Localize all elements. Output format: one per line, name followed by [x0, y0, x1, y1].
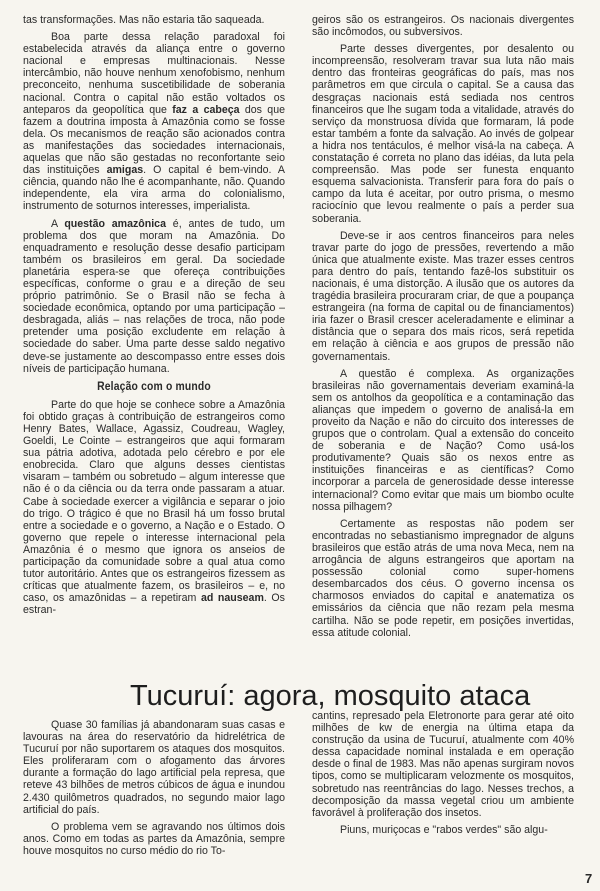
- top-article-right-column: [312, 14, 574, 644]
- paragraph: Quase 30 famílias já abandonaram suas casas e lavouras na área do reservatório da hidrelétrica de Tucuruí por não suportarem os ataques dos mosquitos. Eles proliferaram com o afogamento das árvores durante a formação do lago artificial pela represa, que reteve 43 bilhões de metros cúbicos de água e inundou 2.430 quilômetros quadrados, no segundo maior lago artificial do país.: [23, 719, 285, 816]
- paragraph: geiros são os estrangeiros. Os nacionais divergentes são incômodos, ou subversivos.: [312, 14, 574, 39]
- text: A: [51, 217, 65, 230]
- headline: Tucuruí: agora, mosquito ataca: [130, 680, 531, 712]
- text: . Os estran-: [23, 592, 285, 617]
- bold-text: faz a cabeça: [172, 103, 240, 116]
- section-subheading: Relação com o mundo: [97, 380, 211, 393]
- text: Parte do que hoje se conhece sobre a Amazônia foi obtido graças à contribuição de estrangeiros como Henry Bates, Wallace, Agassiz, Coudreau, Wagley, Goeldi, Le Cointe – estrangeiros que aqui formaram sua pátria adotiva, adotada pelo cérebro e por ele enobrecida. Claro que alguns desses cientistas visaram – também ou sobretudo – algum interesse que não é o da ciência ou da terra onde passaram a atuar. Cabe à sociedade exercer a vigilância e separar o joio do trigo. O trágico é que no Brasil há um fosso brutal entre a sociedade e o governo, a Nação e o Estado. O governo que repele o interesse internacional pela Amazônia é o mesmo que ignora os anseios de participação da comunidade sobre a qual atua como tutor autoritário. Antes que os estrangeiros fizessem as críticas que atualmente fazem, os brasileiros – e, no caso, os amazônidas – a repetiram: [23, 398, 285, 605]
- bottom-article-right-column: [312, 710, 574, 841]
- text: é, antes de tudo, um problema dos que moram na Amazônia. Do enquadramento e resolução desse desafio participam também os brasileiros em geral. Da sociedade planetária espera-se que ofereça contribuições específicas, conforme o grau e a direção de seu próprio patrimônio. Se o Brasil não se fecha à sociedade econômica, optando por uma participação – desbragada, aliás – nas relações de troca, não pode pretender uma posição excludente em relação à sociedade do saber. Uma parte desse saldo negativo deve-se justamente ao descompasso entre esses dois níveis de participação humana.: [23, 217, 285, 375]
- paragraph: Deve-se ir aos centros financeiros para neles travar parte do jogo de pressões, revertendo a mão única que atualmente existe. Mas trazer esses centros para dentro do país, tentando fazê-los substituir os nacionais, é uma distorção. A ilusão que os autores da tragédia brasileira procuraram criar, de que a poupança estrangeira (na forma de capital ou de financiamentos) iria fazer o Brasil crescer aceleradamente e eliminar a distância que o separa dos mais ricos, será repetida em relação à ciência e aos grupos de pressão não governamentais.: [312, 229, 574, 363]
- text: dos que fazem a doutrina imposta à Amazônia como se fosse dela. Os mecanismos de reação são acionados contra as manifestações das sociedades internacionais, aquelas que não são gestadas no reconfortante seio das instituições: [23, 103, 285, 177]
- paragraph: [23, 399, 285, 617]
- text: . O capital é bem-vindo. A ciência, quando não lhe é acompanhante, não. Quando independente, ela vira arma do colonialismo, instrumento de soturnos interesses, imperialista.: [23, 164, 285, 213]
- bold-text: ad nauseam: [200, 592, 264, 605]
- bold-text: questão amazônica: [64, 217, 166, 230]
- paragraph: Certamente as respostas não podem ser encontradas no sebastianismo impregnador de alguns brasileiros que estão atrás de uma nova Meca, nem na arrogância de alguns estrangeiros que aportam na possessão colonial como super-homens desembarcados dos céus. O governo incensa os charmosos enviados do capital e anatematiza os emissários da ciência que não rezam pela mesma cartilha. Não se pode repetir, em posições invertidas, essa atitude colonial.: [312, 517, 574, 639]
- paragraph: A questão é complexa. As organizações brasileiras não governamentais deveriam examiná-la sem os antolhos da geopolítica e a contaminação das alianças que impedem o governo de analisá-la em proveito da Nação e não do circuito dos interesses de grupos que o controlam. Qual a extensão do conceito de soberania e de Nação? Como usá-los produtivamente? Quais são os nexos entre as instituições financeiras e as científicas? Como incorporar a parcela de generosidade desse interesse internacional? Como evitar que mais um biombo oculte nossa pilhagem?: [312, 367, 574, 513]
- page-number: 7: [585, 871, 593, 886]
- paragraph: Piuns, muriçocas e "rabos verdes" são algu-: [340, 823, 548, 836]
- top-article-left-column: [23, 14, 285, 622]
- paragraph: cantins, represado pela Eletronorte para gerar até oito milhões de kw de energia na última etapa da construção da usina de Tucuruí, atualmente com 40% dessa capacidade nominal instalada e em operação desde o final de 1983. Mas não apenas surgiram novos tipos, como se multiplicaram velozmente os mosquitos, sobretudo nas reentrâncias do lago. Nesses trechos, a decomposição da massa vegetal criou um ambiente favorável à proliferação dos insetos.: [312, 710, 574, 819]
- paragraph: Parte desses divergentes, por desalento ou incompreensão, resolveram travar sua luta não mais dentro das fronteiras geográficas do país, mas nos parâmetros em que circula o capital. Se a causa das desgraças nacionais está sediada nos centros financeiros que lhe sugam toda a vitalidade, através do serviço da monstruosa dívida que formaram, lá pode estar também a fonte da salvação. Ao invés de golpear a hidra nos tentáculos, é melhor visá-la na cabeça. A constatação é correta no plano das idéias, da luta pela compreensão. Mas pode ser funesta enquanto esquema salvacionista. Transferir para fora do país o campo da luta é aceitar, por outro prisma, o mesmo raciocínio que levou realmente o país a perder sua soberania.: [312, 43, 574, 225]
- paragraph: O problema vem se agravando nos últimos dois anos. Como em todas as partes da Amazônia, sempre houve mosquitos no curso médio do rio To-: [23, 820, 285, 857]
- paragraph: [23, 31, 285, 212]
- bottom-article-left-column: [23, 719, 285, 862]
- paragraph: tas transformações. Mas não estaria tão saqueada.: [23, 14, 265, 26]
- paragraph: [23, 218, 285, 375]
- text: Boa parte dessa relação paradoxal foi estabelecida através da aliança entre o governo nacional e empresas multinacionais. Nesse intercâmbio, não houve nenhum xenofobismo, nenhum preconceito, nenhuma suscetibilidade de soberania nacional. Contra o capital não estão voltados os anteparos da geopolítica que: [23, 31, 285, 116]
- bold-text: amigas: [106, 164, 144, 177]
